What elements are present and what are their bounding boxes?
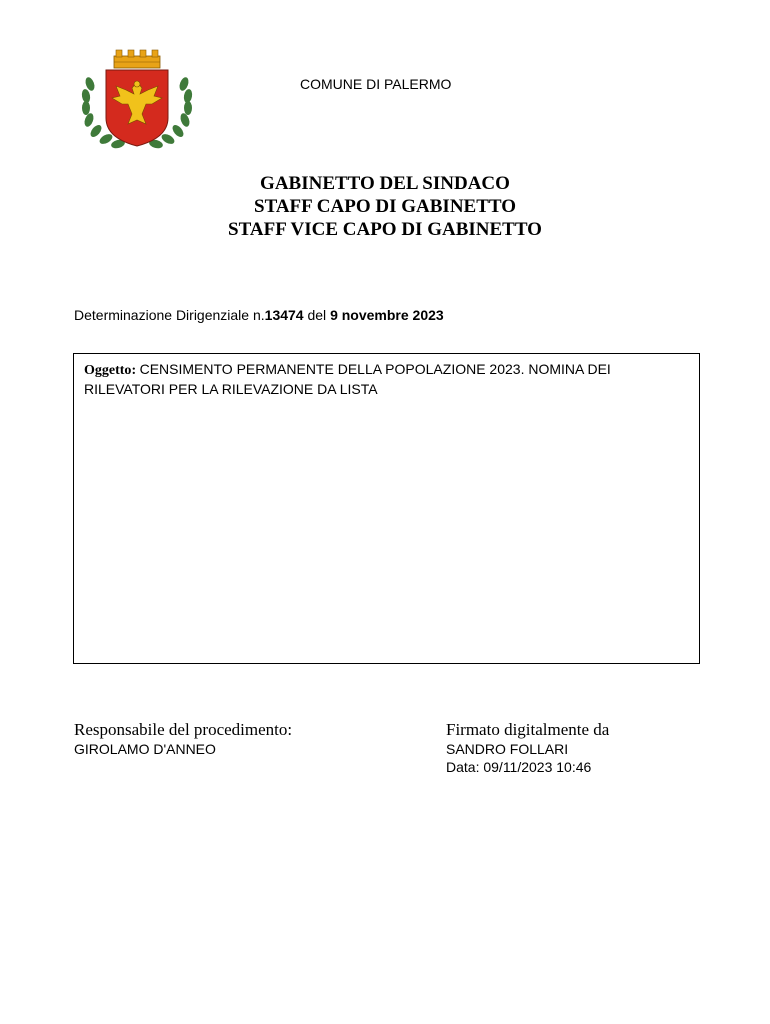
office-title-line-1: GABINETTO DEL SINDACO: [260, 173, 510, 194]
office-title-line-2: STAFF CAPO DI GABINETTO: [254, 196, 516, 217]
crown: [114, 50, 160, 68]
signature-date: Data: 09/11/2023 10:46: [446, 759, 592, 775]
subject-text: CENSIMENTO PERMANENTE DELLA POPOLAZIONE 2023. NOMINA DEI RILEVATORI PER LA RILEVAZIONE DA LISTA: [84, 361, 611, 397]
subject-text-block: [84, 360, 689, 398]
determination-line: [74, 307, 444, 323]
municipality-name: COMUNE DI PALERMO: [300, 76, 452, 92]
determination-date: 9 novembre 2023: [330, 307, 444, 323]
responsible-name: GIROLAMO D'ANNEO: [74, 741, 216, 757]
palermo-coat-of-arms-icon: [76, 48, 198, 152]
office-title-line-3: STAFF VICE CAPO DI GABINETTO: [228, 219, 542, 240]
office-titles: [0, 172, 770, 241]
responsible-block: [74, 720, 292, 758]
subject-colon: :: [131, 363, 140, 378]
determination-number: 13474: [264, 307, 304, 323]
subject-label: Oggetto: [84, 363, 132, 378]
signature-title: Firmato digitalmente da: [446, 720, 610, 739]
responsible-title: Responsabile del procedimento:: [74, 720, 293, 739]
subject-box: [73, 353, 700, 664]
determination-del: del: [303, 307, 331, 323]
signature-block: [446, 720, 609, 776]
determination-prefix: Determinazione Dirigenziale n.: [74, 307, 265, 323]
signer-name: SANDRO FOLLARI: [446, 741, 569, 757]
